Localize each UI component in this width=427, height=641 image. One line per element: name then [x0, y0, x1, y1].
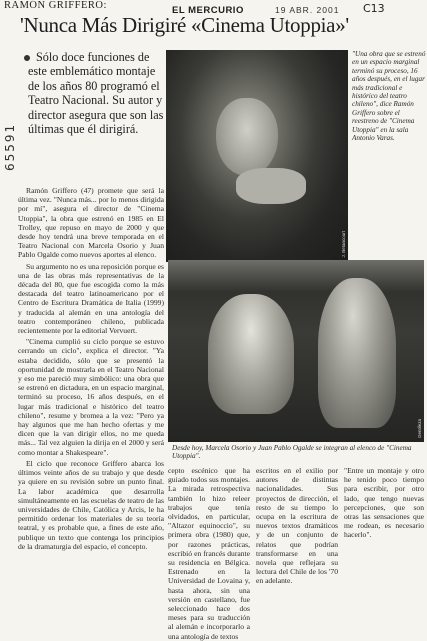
paragraph: "Cinema cumplió su ciclo porque se estuvo cerrando un ciclo", explica el director. "Ya estaba decidido, sólo que se presentó la oportunidad de mostrarla en el Teatro Nacional y eso me pareció muy simbólico: una obra que se estrenó en dictadura, en un espacio marginal, terminó su proceso, 16 años después, en el lugar más tradicional e histórico del teatro chileno", resume y bromea a la vez: "Pero ya hay algunos que me han hecho ofertas y me dicen que la van dirigir ellos, no me queda más... Tal vez alguien la dirija en el 2000 y será como montar a Shakespeare".: [18, 337, 164, 457]
photo-credit: Gentileza: [417, 418, 422, 438]
paragraph: Su argumento no es una reposición porque es una de las obras más representativas de la década del 80, que fue escogida como la más destacada del teatro latinoamericano por el Centro de Escritura Dramática de Italia (1999) y traducida al alemán en una antología del teatro contemporáneo chileno, publicada recientemente por la editorial Vervuert.: [18, 261, 164, 336]
handwritten-code: C13: [363, 2, 385, 15]
portrait-photo: [166, 50, 348, 262]
article-column-d: "Entre un montaje y otro he tenido poco tiempo para escribir, por otro lado, que tengo nuevas percepciones, que son otras las sensaciones que me rodean, es necesario hacerlo".: [344, 466, 424, 540]
actor-figure: [318, 278, 396, 428]
newspaper-masthead: EL MERCURIO: [172, 5, 244, 16]
kicker: RAMÓN GRIFFERO:: [4, 0, 107, 11]
paragraph: Ramón Griffero (47) promete que será la última vez. "Nunca más... por lo menos dirigida por mí", asegura el director de "Cinema Utoppia", la obra que estrenó en 1985 en El Trolley, que repuso en mayo de 2000 y que desde hoy tendrá una breve temporada en el Teatro Nacional con Marcela Osorio y Juan Pablo Ogalde como nuevos aportes al elenco.: [18, 186, 164, 260]
photo-credit: J. Betancourt: [341, 231, 346, 258]
side-handwritten-number: 65591: [3, 122, 17, 171]
stage-photo: [168, 260, 424, 442]
headline: 'Nunca Más Dirigiré «Cinema Utoppia»': [20, 13, 349, 37]
lead-paragraph: Sólo doce funciones de este emblemático montaje de los años 80 programó el Teatro Nacional. Su autor y director asegura que son las últimas que él dirigirá.: [28, 50, 164, 137]
portrait-caption: "Una obra que se estrenó en un espacio marginal terminó su proceso, 16 años después, en el lugar más tradicional e histórico del teatro chileno", dice Ramón Griffero sobre el reestreno de "Cinema Utoppia" en la sala Antonio Varas.: [352, 50, 426, 143]
portrait-hand: [236, 168, 306, 204]
publication-date: 19 ABR. 2001: [275, 5, 340, 15]
article-column-c: escritos en el exilio por autores de distintas nacionalidades. Sus proyectos de dirección, el resto de su tiempo lo ocupa en la escritura de nuevos textos dramáticos y de un conjunto de relatos que podrían transformarse en una novela que reflejara su lectura del Chile de los '70 en adelante.: [256, 466, 338, 586]
article-column-b: cepto escénico que ha guiado todos sus montajes. La mirada retrospectiva también lo hizo releer trabajos que tenía olvidados, en particular, "Altazor equinoccio", su primera obra (1980) que, por razones prácticas, escribió en francés durante su residencia en Bélgica. Estrenado en la Universidad de Lovaina y, hasta ahora, sin una versión en castellano, fue seleccionado hace dos meses para su traducción al alemán e incorporarlo a una antología de textos: [168, 466, 250, 641]
portrait-face: [216, 98, 278, 176]
actor-figure: [208, 294, 294, 414]
paragraph: El ciclo que reconoce Griffero abarca los últimos veinte años de su trabajo y que desde ya quiere en su revisión sobre un punto final. La labor académica que desarrolla simultáneamente en las escuelas de teatro de las universidades de Chile, Católica y Arcis, le ha permitido ordenar los materiales de su teoría teatral, y es probable que, a fines de este año, publique un texto que contenga los principios de la dramaturgia del espacio, el concepto.: [18, 458, 164, 551]
stage-light: [168, 260, 424, 292]
article-column-a: [18, 186, 164, 553]
stage-caption: Desde hoy, Marcela Osorio y Juan Pablo Ogalde se integran al elenco de "Cinema Utoppia".: [172, 444, 412, 461]
